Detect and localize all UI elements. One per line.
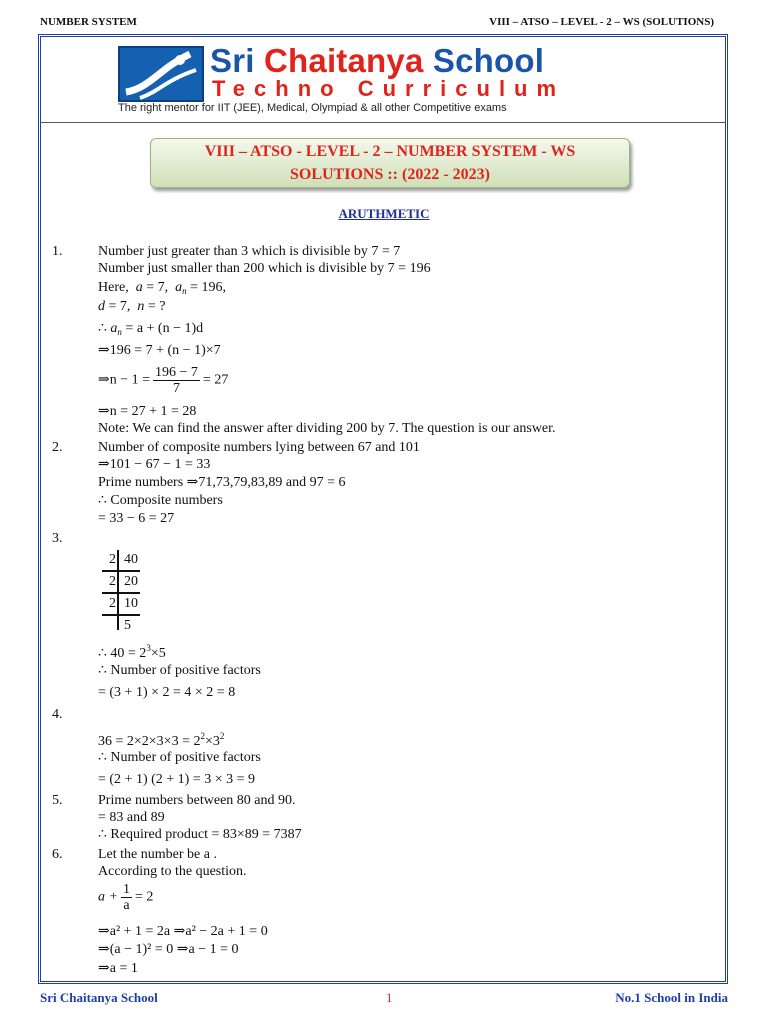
question-number: 5. — [52, 793, 63, 808]
question-number: 2. — [52, 440, 63, 455]
q6-line: According to the question. — [98, 864, 247, 879]
division-underline — [102, 614, 140, 616]
footer-school-name: Sri Chaitanya School — [40, 990, 158, 1005]
q5-line: ∴ Required product = 83×89 = 7387 — [98, 827, 302, 842]
running-header-left: NUMBER SYSTEM — [40, 16, 137, 28]
footer-slogan: No.1 School in India — [615, 990, 728, 1005]
logo-title: Sri Chaitanya School — [210, 42, 545, 79]
q1-line: d = 7, n = ? — [98, 299, 166, 314]
q6-line: ⇒a² + 1 = 2a ⇒a² − 2a + 1 = 0 — [98, 924, 268, 939]
logo-subtitle: Techno Curriculum — [212, 76, 566, 101]
section-title: ARUTHMETIC — [338, 206, 430, 221]
q1-line: Here, a = 7, $a_n = 196$, — [98, 280, 227, 296]
q4-line: = (2 + 1) (2 + 1) = 3 × 3 = 9 — [98, 772, 256, 787]
q6-line: ⇒(a − 1)² = 0 ⇒a − 1 = 0 — [98, 942, 239, 957]
q4-line: ∴ Number of positive factors — [98, 750, 261, 765]
logo-tagline: The right mentor for IIT (JEE), Medical, Olympiad & all other Competitive exams — [118, 102, 507, 114]
q5-line: = 83 and 89 — [98, 810, 165, 825]
header-divider — [40, 122, 726, 123]
q6-fraction-line: a + $\frac{1}{a}$ = 2 — [98, 882, 154, 913]
q2-line: ⇒101 − 67 − 1 = 33 — [98, 457, 211, 472]
q4-line: $36 = 2\times 2\times 3\times 3 = 2^2\times 3^2$ — [98, 731, 225, 749]
running-header-right: VIII – ATSO – LEVEL - 2 – WS (SOLUTIONS) — [489, 16, 714, 28]
q1-line: ⇒196 = 7 + (n − 1)×7 — [98, 343, 221, 358]
q1-fraction-line: ⇒n − 1 = $\frac{196 - 7}{7}$ = 27 — [98, 365, 229, 396]
question-number: 3. — [52, 531, 63, 546]
q3-line: = (3 + 1) × 2 = 4 × 2 = 8 — [98, 685, 236, 700]
q1-line: ∴ $a_n = a + (n - 1)d$ — [98, 321, 204, 337]
banner-line-2: SOLUTIONS :: (2022 - 2023) — [289, 166, 490, 183]
q6-line: Let the number be a . — [98, 847, 217, 862]
q2-line: ∴ Composite numbers — [98, 493, 223, 508]
title-banner — [150, 138, 630, 188]
q3-line: ∴ Number of positive factors — [98, 663, 261, 678]
q1-note: Note: We can find the answer after dividing 200 by 7. The question is our answer. — [98, 421, 556, 436]
question-number: 4. — [52, 707, 63, 722]
q1-line: ⇒n = 27 + 1 = 28 — [98, 404, 197, 419]
division-underline — [102, 592, 140, 594]
school-logo — [118, 44, 658, 114]
q1-line: Number just smaller than 200 which is divisible by 7 = 196 — [98, 261, 431, 276]
logo-emblem-icon — [118, 46, 204, 102]
banner-line-1: VIII – ATSO - LEVEL - 2 – NUMBER SYSTEM - WS — [204, 143, 576, 160]
question-number: 6. — [52, 847, 63, 862]
question-number: 1. — [52, 244, 63, 259]
q5-line: Prime numbers between 80 and 90. — [98, 793, 296, 808]
q6-line: ⇒a = 1 — [98, 961, 138, 976]
division-underline — [102, 570, 140, 572]
q2-line: = 33 − 6 = 27 — [98, 511, 175, 526]
q1-line: Number just greater than 3 which is divisible by 7 = 7 — [98, 244, 401, 259]
page-number: 1 — [386, 990, 393, 1005]
q2-line: Number of composite numbers lying between 67 and 101 — [98, 440, 420, 455]
q2-line: Prime numbers ⇒71,73,79,83,89 and 97 = 6 — [98, 475, 346, 490]
division-vertical-bar — [117, 550, 119, 630]
q3-line: ∴ $40 = 2^3\times 5$ — [98, 643, 166, 661]
